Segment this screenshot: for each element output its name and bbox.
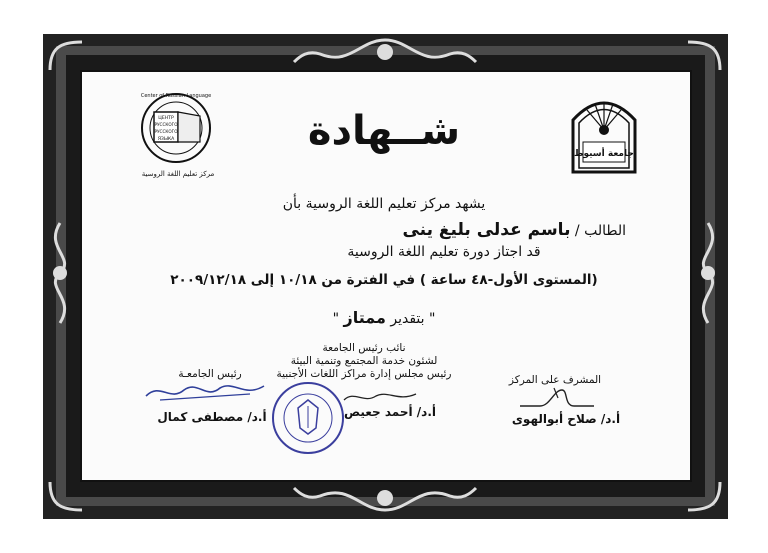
svg-text:ЦЕНТР: ЦЕНТР <box>158 116 174 121</box>
university-logo-text: جامعة أسيوط <box>574 149 634 159</box>
vice-title-3: رئيس مجلس إدارة مراكز اللغات الأجنبية <box>276 368 452 380</box>
grade-value: ممتاز <box>343 308 386 327</box>
certificate-title: شــهادة <box>307 108 461 154</box>
student-line <box>150 220 626 240</box>
level-line: (المستوى الأول-٤٨ ساعة ) في الفترة من ١٠/١٨ إلى ٢٠٠٩/١٢/١٨ <box>170 272 598 288</box>
corner-ornament-tr <box>684 38 724 74</box>
vice-name: أ.د/ أحمد جعيص <box>344 405 436 419</box>
svg-text:ЯЗЫКА: ЯЗЫКА <box>157 137 175 142</box>
grade-line: " بتقدير ممتاز " <box>332 308 436 327</box>
vice-title-2: لشئون خدمة المجتمع وتنمية البيئة <box>290 355 438 367</box>
bottom-center-ornament <box>290 478 480 514</box>
corner-ornament-br <box>684 478 724 514</box>
corner-ornament-tl <box>46 38 86 74</box>
vice-title-1: نائب رئيس الجامعة <box>322 342 406 354</box>
russian-center-logo-en: Center of Russian Language <box>140 93 212 99</box>
student-name: باسم عدلى بليغ ينى <box>402 220 571 240</box>
corner-ornament-bl <box>46 478 86 514</box>
supervisor-title: المشرف على المركز <box>508 374 602 386</box>
supervisor-signature <box>510 384 600 412</box>
svg-text:РУССКОГО: РУССКОГО <box>154 129 178 134</box>
course-passed: قد اجتاز دورة تعليم اللغة الروسية <box>347 244 541 260</box>
certificate-intro: يشهد مركز تعليم اللغة الروسية بأن <box>282 196 486 212</box>
top-center-ornament <box>290 36 480 72</box>
supervisor-name: أ.د/ صلاح أبوالهوى <box>511 412 621 426</box>
student-label: الطالب / <box>574 223 626 239</box>
president-name: أ.د/ مصطفى كمال <box>157 410 267 424</box>
president-signature <box>140 376 270 406</box>
russian-center-logo-ar: مركز تعليم اللغة الروسية <box>141 170 215 178</box>
svg-text:РУССКОГО: РУССКОГО <box>154 122 178 127</box>
president-title: رئيس الجامعـة <box>178 368 242 380</box>
